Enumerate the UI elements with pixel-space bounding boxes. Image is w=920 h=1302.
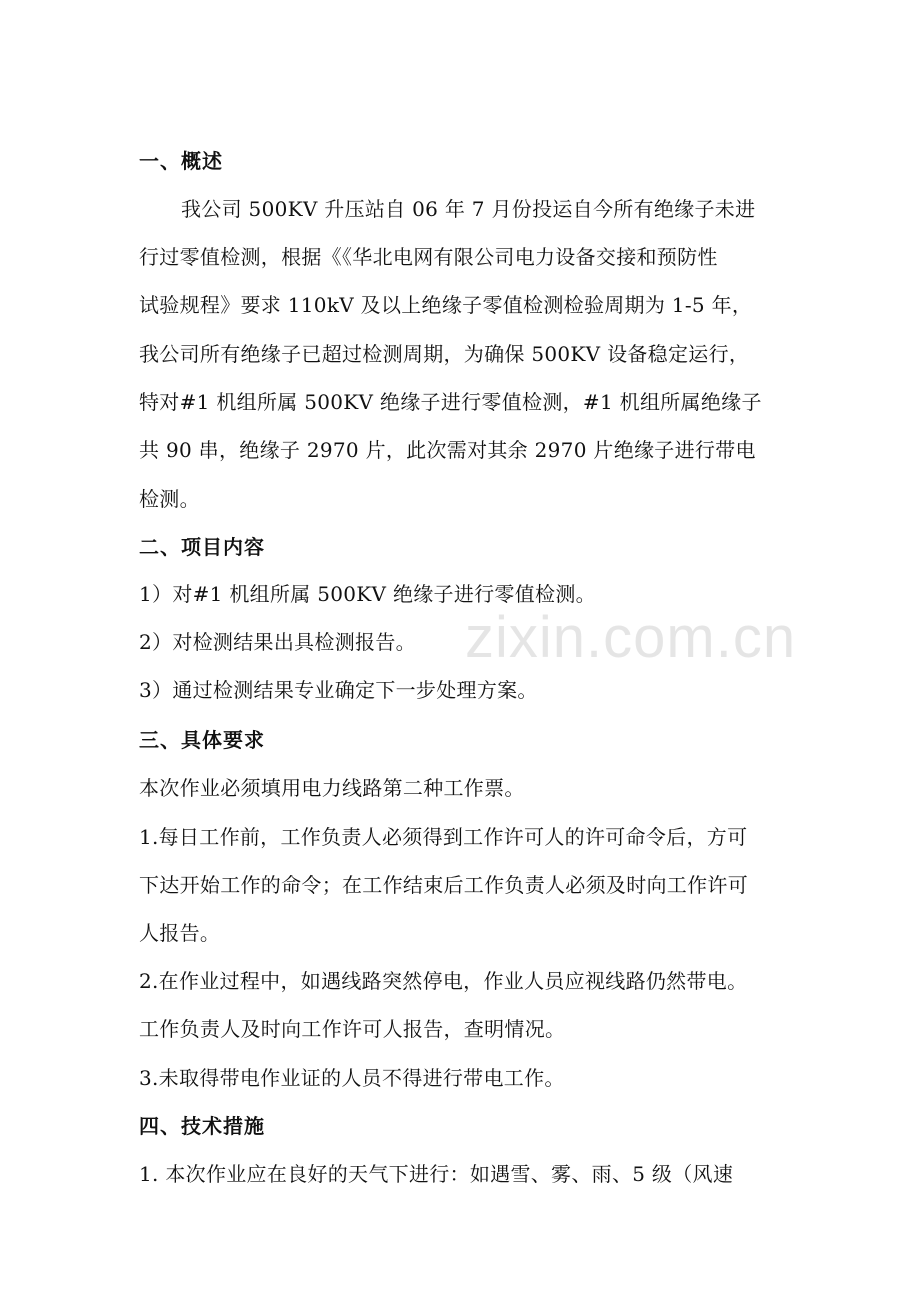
- section-heading-project: 二、项目内容: [139, 535, 265, 559]
- section-heading-overview: 一、概述: [139, 149, 223, 173]
- paragraph-line: 下达开始工作的命令；在工作结束后工作负责人必须及时向工作许可: [139, 873, 748, 897]
- section-heading-technical: 四、技术措施: [139, 1114, 265, 1138]
- paragraph-line: 试验规程》要求 110kV 及以上绝缘子零值检测检验周期为 1-5 年，: [139, 293, 753, 317]
- paragraph-line: 工作负责人及时向工作许可人报告，查明情况。: [139, 1017, 566, 1041]
- paragraph-line: 2.在作业过程中，如遇线路突然停电，作业人员应视线路仍然带电。: [139, 969, 748, 993]
- paragraph-line: 我公司所有绝缘子已超过检测周期，为确保 500KV 设备稳定运行，: [139, 342, 750, 366]
- paragraph-line: 1. 本次作业应在良好的天气下进行：如遇雪、雾、雨、5 级（风速: [139, 1162, 734, 1186]
- paragraph-line: 共 90 串，绝缘子 2970 片，此次需对其余 2970 片绝缘子进行带电: [139, 438, 756, 462]
- paragraph-line: 本次作业必须填用电力线路第二种工作票。: [139, 776, 525, 800]
- list-item: 2）对检测结果出具检测报告。: [139, 630, 416, 654]
- paragraph-line: 人报告。: [139, 921, 221, 945]
- list-item: 3）通过检测结果专业确定下一步处理方案。: [139, 678, 538, 702]
- paragraph-line: 检测。: [139, 487, 200, 511]
- list-item: 1）对#1 机组所属 500KV 绝缘子进行零值检测。: [139, 582, 596, 606]
- section-heading-requirements: 三、具体要求: [139, 728, 265, 752]
- paragraph-line: 特对#1 机组所属 500KV 绝缘子进行零值检测，#1 机组所属绝缘子: [139, 390, 762, 414]
- paragraph-line: 行过零值检测，根据《《华北电网有限公司电力设备交接和预防性: [139, 245, 718, 269]
- paragraph-line: 1.每日工作前，工作负责人必须得到工作许可人的许可命令后，方可: [139, 825, 748, 849]
- paragraph-line: 我公司 500KV 升压站自 06 年 7 月份投运自今所有绝缘子未进: [181, 197, 756, 221]
- watermark: zixin.com.cn: [465, 605, 797, 670]
- paragraph-line: 3.未取得带电作业证的人员不得进行带电工作。: [139, 1066, 565, 1090]
